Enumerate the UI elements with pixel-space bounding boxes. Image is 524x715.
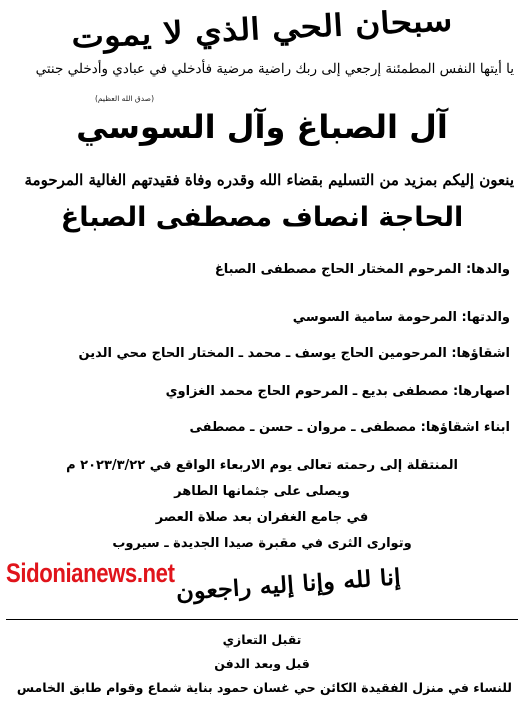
family-name: آل الصباغ وآل السوسي	[76, 108, 448, 146]
verse-reference: (صدق الله العظيم)	[94, 94, 154, 103]
detail-label: ابناء اشقاؤها:	[420, 420, 510, 435]
detail-father	[10, 262, 510, 277]
detail-value: المرحوم المختار الحاج مصطفى الصباغ	[214, 262, 462, 277]
condolences-subtitle: قبل وبعد الدفن	[214, 656, 310, 671]
detail-value: مصطفى بديع ـ المرحوم الحاج محمد الغزاوي	[165, 384, 449, 399]
detail-mother	[10, 310, 510, 325]
quran-verse: يا أيتها النفس المطمئنة إرجعي إلى ربك راضية مرضية فأدخلي في عبادي وأدخلي جنتي	[35, 61, 514, 77]
header-calligraphy-text: سبحان الحي الذي لا يموت	[70, 2, 454, 56]
divider	[6, 619, 518, 620]
site-watermark: Sidonianews.net	[6, 558, 175, 588]
detail-nephews	[10, 420, 510, 435]
detail-brothers	[10, 346, 510, 361]
condolences-location: للنساء في منزل الفقيدة الكائن حي غسان حمود بناية شماع وقوام طابق الخامس	[16, 680, 512, 695]
announcement-line-3: في جامع الغفران بعد صلاة العصر	[155, 510, 369, 525]
detail-label: والدتها:	[461, 310, 510, 325]
detail-value: مصطفى ـ مروان ـ حسن ـ مصطفى	[189, 420, 417, 435]
announcement-line-1: المنتقلة إلى رحمته تعالى يوم الاربعاء الواقع في ٢٠٢٣/٣/٢٢ م	[66, 458, 458, 473]
detail-in-laws	[10, 384, 510, 399]
detail-label: والدها:	[465, 262, 510, 277]
detail-value: المرحومة سامية السوسي	[292, 310, 457, 325]
detail-label: اصهارها:	[452, 384, 510, 399]
announcement-line-4: وتوارى الثرى في مقبرة صيدا الجديدة ـ سيروب	[112, 536, 412, 551]
header-calligraphy	[0, 2, 524, 56]
announcement-line-2: ويصلى على جثمانها الطاهر	[174, 484, 350, 499]
mourning-text: ينعون إليكم بمزيد من التسليم بقضاء الله وقدره وفاة فقيدتهم الغالية المرحومة	[24, 171, 514, 189]
detail-label: اشقاؤها:	[451, 346, 510, 361]
deceased-name: الحاجة انصاف مصطفى الصباغ	[60, 202, 464, 233]
footer-calligraphy	[170, 565, 406, 605]
detail-value: المرحومين الحاج يوسف ـ محمد ـ المختار الحاج محي الدين	[78, 346, 447, 361]
footer-calligraphy-text: إنا لله وإنا إليه راجعون	[174, 564, 402, 606]
condolences-title: تقبل التعازي	[222, 632, 302, 647]
